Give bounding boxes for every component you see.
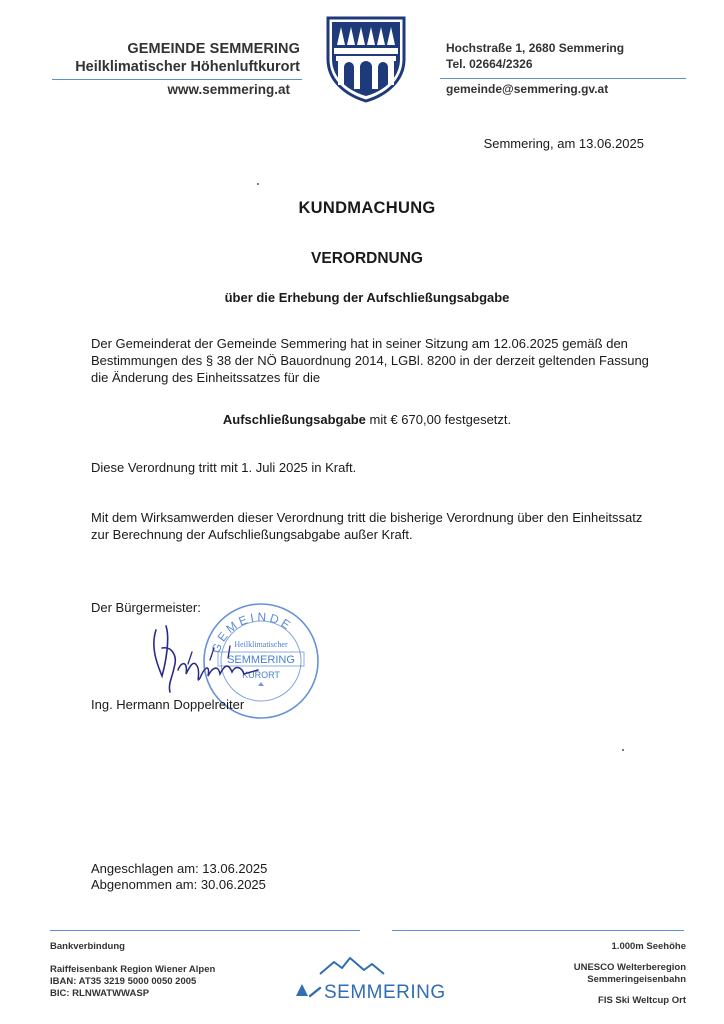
email-link[interactable]: gemeinde@semmering.gv.at xyxy=(446,82,609,96)
stamp-line2: SEMMERING xyxy=(227,654,295,666)
footer-divider-left xyxy=(50,930,360,931)
stamp-line1: Heilklimatischer xyxy=(234,640,288,649)
municipality-subtitle: Heilklimatischer Höhenluftkurort xyxy=(75,59,300,75)
document-subtitle: VERORDNUNG xyxy=(311,250,423,267)
bank-iban: IBAN: AT35 3219 5000 0050 2005 xyxy=(50,976,197,987)
levy-amount: mit € 670,00 festgesetzt. xyxy=(365,412,512,427)
stamp-arc-text: GEMEINDE xyxy=(208,609,296,656)
contact-block xyxy=(446,40,696,72)
bank-heading: Bankverbindung xyxy=(50,941,125,952)
posted-date: Angeschlagen am: 13.06.2025 xyxy=(91,861,268,876)
footer-divider-right xyxy=(392,930,684,931)
coat-of-arms-icon xyxy=(324,15,408,103)
phone: Tel. 02664/2326 xyxy=(446,57,533,71)
website-link[interactable]: www.semmering.at xyxy=(167,82,290,97)
removed-date: Abgenommen am: 30.06.2025 xyxy=(91,877,266,892)
bank-details xyxy=(50,941,215,1000)
levy-name: Aufschließungsabgabe xyxy=(222,412,366,427)
speck xyxy=(622,749,624,751)
paragraph-effective: Diese Verordnung tritt mit 1. Juli 2025 in Kraft. xyxy=(91,460,357,475)
stamp-line3: KURORT xyxy=(242,670,280,680)
logo-text: SEMMERING xyxy=(324,982,446,1002)
header-divider-right xyxy=(440,78,686,79)
address: Hochstraße 1, 2680 Semmering xyxy=(446,41,625,55)
document-title: KUNDMACHUNG xyxy=(298,199,436,217)
unesco-line2: Semmeringeisenbahn xyxy=(587,974,686,985)
bank-name: Raiffeisenbank Region Wiener Alpen xyxy=(50,964,216,975)
municipality-header xyxy=(50,40,300,76)
paragraph-resolution: Der Gemeinderat der Gemeinde Semmering hat in seiner Sitzung am 12.06.2025 gemäß den Bestimmungen des § 38 der NÖ Bauordnung 2014, LGBl. 8200 in der derzeit geltenden Fassung die Änderung des Einheitssatzes für die xyxy=(91,336,649,385)
posting-dates xyxy=(91,861,267,893)
levy-amount-line xyxy=(0,412,724,427)
bank-bic: BIC: RLNWATWWASP xyxy=(50,988,150,999)
document-date: Semmering, am 13.06.2025 xyxy=(483,136,644,151)
signatory-name: Ing. Hermann Doppelreiter xyxy=(91,697,245,712)
paragraph-repeal: Mit dem Wirksamwerden dieser Verordnung tritt die bisherige Verordnung über den Einheitssatz zur Berechnung der Aufschließungsabgabe außer Kraft. xyxy=(91,510,643,542)
altitude: 1.000m Seehöhe xyxy=(611,941,686,952)
municipality-name: GEMEINDE SEMMERING xyxy=(127,41,300,57)
speck xyxy=(257,183,259,185)
semmering-logo xyxy=(290,952,450,1002)
handwritten-signature xyxy=(148,618,268,698)
unesco-line1: UNESCO Welterberegion xyxy=(573,962,686,973)
header-divider-left xyxy=(52,79,302,80)
fis-line: FIS Ski Weltcup Ort xyxy=(598,995,686,1006)
document-subject: über die Erhebung der Aufschließungsabgabe xyxy=(224,290,510,305)
region-details xyxy=(520,941,686,1007)
signatory-label: Der Bürgermeister: xyxy=(91,600,201,615)
